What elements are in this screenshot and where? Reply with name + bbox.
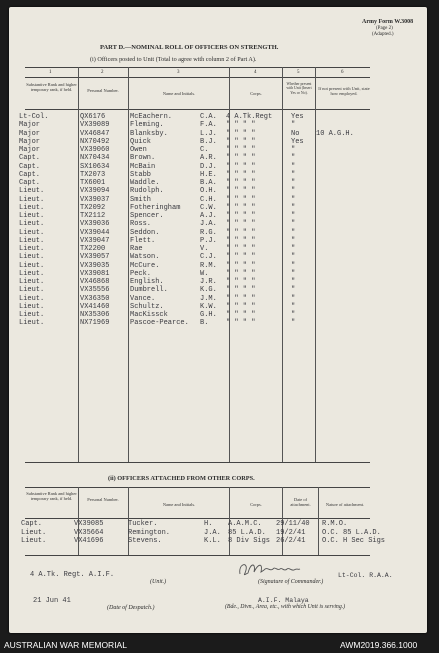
corps-cell: 85 L.A.D. bbox=[228, 529, 266, 537]
number-cell: VX39035 bbox=[80, 262, 110, 270]
present-cell: " bbox=[291, 295, 296, 303]
header-name: Name and Initials. bbox=[162, 502, 196, 507]
number-cell: NX71969 bbox=[80, 319, 110, 327]
col-number: 2 bbox=[101, 70, 104, 75]
name-cell: Owen bbox=[130, 146, 147, 154]
corps-cell: " " " " bbox=[226, 204, 256, 212]
rank-cell: Major bbox=[19, 138, 41, 146]
header-corps: Corps. bbox=[250, 91, 262, 96]
name-cell: Remington. bbox=[128, 529, 171, 537]
rank-cell: Lieut. bbox=[21, 529, 47, 537]
present-cell: " bbox=[291, 154, 296, 162]
number-cell: VX39044 bbox=[80, 229, 110, 237]
initials-cell: H. bbox=[204, 520, 213, 528]
corps-cell: " " " " bbox=[226, 163, 256, 171]
rank-cell: Capt. bbox=[19, 179, 41, 187]
header-corps: Corps. bbox=[250, 502, 262, 507]
initials-cell: B. bbox=[200, 319, 209, 327]
corps-cell: " " " " bbox=[226, 237, 256, 245]
number-cell: TX2073 bbox=[80, 171, 106, 179]
corps-cell: " " " " bbox=[226, 253, 256, 261]
location-label: (Bde., Divn., Area, etc., with which Unit is serving.) bbox=[225, 604, 346, 610]
number-cell: VX41460 bbox=[80, 303, 110, 311]
col-number: 4 bbox=[254, 70, 257, 75]
number-cell: NX35306 bbox=[80, 311, 110, 319]
number-cell: NX70492 bbox=[80, 138, 110, 146]
number-cell: TX6001 bbox=[80, 179, 106, 187]
corps-cell: " " " " bbox=[226, 245, 256, 253]
form-page: (Page 2) bbox=[376, 26, 393, 31]
name-cell: Stabb bbox=[130, 171, 152, 179]
name-cell: Quick bbox=[130, 138, 152, 146]
name-cell: Waddle. bbox=[130, 179, 160, 187]
corps-cell: A.A.M.C. bbox=[228, 520, 262, 528]
number-cell: VX46847 bbox=[80, 130, 110, 138]
corps-cell: " " " " bbox=[226, 311, 256, 319]
present-cell: " bbox=[291, 311, 296, 319]
number-cell: VX41696 bbox=[74, 537, 104, 545]
name-cell: Stevens. bbox=[128, 537, 162, 545]
despatch-date-value: 21 Jun 41 bbox=[33, 597, 71, 605]
number-cell: VX39057 bbox=[80, 253, 110, 261]
initials-cell: V. bbox=[200, 245, 209, 253]
name-cell: McBain bbox=[130, 163, 156, 171]
col-number: 6 bbox=[341, 70, 344, 75]
header-nature: Nature of attachment. bbox=[325, 502, 365, 507]
name-cell: Blanksby. bbox=[130, 130, 168, 138]
present-cell: " bbox=[291, 179, 296, 187]
corps-cell: " " " " bbox=[226, 130, 256, 138]
initials-cell: W. bbox=[200, 270, 209, 278]
rank-cell: Major bbox=[19, 121, 41, 129]
col-number: 1 bbox=[49, 70, 52, 75]
number-cell: NX70434 bbox=[80, 154, 110, 162]
initials-cell: O.H. bbox=[200, 187, 217, 195]
initials-cell: B.J. bbox=[200, 138, 217, 146]
initials-cell: D.J. bbox=[200, 163, 217, 171]
commander-signature bbox=[236, 558, 302, 580]
employed-cell: 10 A.G.H. bbox=[316, 130, 354, 138]
initials-cell: H.E. bbox=[200, 171, 217, 179]
number-cell: TX2112 bbox=[80, 212, 106, 220]
name-cell: Dumbrell. bbox=[130, 286, 168, 294]
initials-cell: J.M. bbox=[200, 295, 217, 303]
rank-cell: Lieut. bbox=[19, 303, 45, 311]
header-employed: If not present with Unit, state how employed. bbox=[318, 86, 370, 97]
rank-cell: Lieut. bbox=[19, 253, 45, 261]
number-cell: VX39047 bbox=[80, 237, 110, 245]
corps-cell: " " " " bbox=[226, 154, 256, 162]
corps-cell: " " " " bbox=[226, 220, 256, 228]
corps-cell: " " " " bbox=[226, 187, 256, 195]
name-cell: Fleming. bbox=[130, 121, 164, 129]
header-present: Whether present with Unit (Insert Yes or No). bbox=[286, 82, 312, 95]
initials-cell: R.M. bbox=[200, 262, 217, 270]
initials-cell: B.A. bbox=[200, 179, 217, 187]
number-cell: SX10634 bbox=[80, 163, 110, 171]
number-cell: VX39036 bbox=[80, 220, 110, 228]
number-cell: VX39094 bbox=[80, 187, 110, 195]
unit-label: (Unit.) bbox=[150, 579, 167, 585]
present-cell: Yes bbox=[291, 138, 304, 146]
corps-cell: 8 Div Sigs bbox=[228, 537, 271, 545]
number-cell: TX2092 bbox=[80, 204, 106, 212]
corps-cell: " " " " bbox=[226, 319, 256, 327]
name-cell: McCure. bbox=[130, 262, 160, 270]
present-cell: Yes bbox=[291, 113, 304, 121]
header-name: Name and Initials. bbox=[162, 91, 196, 96]
corps-cell: " " " " bbox=[226, 295, 256, 303]
col-number: 5 bbox=[297, 70, 300, 75]
rank-cell: Lieut. bbox=[19, 187, 45, 195]
number-cell: TX2200 bbox=[80, 245, 106, 253]
name-cell: Rudolph. bbox=[130, 187, 164, 195]
number-cell: VX46868 bbox=[80, 278, 110, 286]
initials-cell: J.R. bbox=[200, 278, 217, 286]
initials-cell: K.L. bbox=[204, 537, 221, 545]
initials-cell: P.J. bbox=[200, 237, 217, 245]
present-cell: " bbox=[291, 245, 296, 253]
initials-cell: J.A. bbox=[204, 529, 221, 537]
corps-cell: " " " " bbox=[226, 121, 256, 129]
corps-cell: " " " " bbox=[226, 270, 256, 278]
present-cell: " bbox=[291, 303, 296, 311]
initials-cell: K.G. bbox=[200, 286, 217, 294]
corps-cell: " " " " bbox=[226, 278, 256, 286]
name-cell: Rae bbox=[130, 245, 143, 253]
initials-cell: L.J. bbox=[200, 130, 217, 138]
unit-value: 4 A.Tk. Regt. A.I.F. bbox=[30, 571, 115, 579]
rank-cell: Lieut. bbox=[19, 245, 45, 253]
header-date: Date of attachment. bbox=[290, 497, 311, 508]
present-cell: " bbox=[291, 229, 296, 237]
caption-left: AUSTRALIAN WAR MEMORIAL bbox=[4, 640, 127, 650]
rank-cell: Lieut. bbox=[19, 204, 45, 212]
name-cell: Ross. bbox=[130, 220, 152, 228]
despatch-date-label: (Date of Despatch.) bbox=[107, 605, 155, 611]
present-cell: " bbox=[291, 163, 296, 171]
number-cell: VX35556 bbox=[80, 286, 110, 294]
number-cell: VX39089 bbox=[80, 121, 110, 129]
rank-cell: Lieut. bbox=[19, 262, 45, 270]
rank-cell: Major bbox=[19, 130, 41, 138]
name-cell: Flett. bbox=[130, 237, 156, 245]
corps-cell: " " " " bbox=[226, 229, 256, 237]
caption-bar bbox=[0, 638, 439, 653]
present-cell: " bbox=[291, 187, 296, 195]
rank-cell: Lieut. bbox=[19, 319, 45, 327]
initials-cell: C.J. bbox=[200, 253, 217, 261]
name-cell: Fotheringham bbox=[130, 204, 181, 212]
header-number: Personal Number. bbox=[87, 88, 119, 93]
rank-cell: Lieut. bbox=[19, 278, 45, 286]
rank-cell: Lieut. bbox=[19, 229, 45, 237]
initials-cell: C. bbox=[200, 146, 209, 154]
rank-cell: Lieut. bbox=[19, 237, 45, 245]
name-cell: Seddon. bbox=[130, 229, 160, 237]
section-ii-title: (ii) OFFICERS ATTACHED FROM OTHER CORPS. bbox=[108, 475, 255, 482]
initials-cell: G.H. bbox=[200, 311, 217, 319]
number-cell: VX35664 bbox=[74, 529, 104, 537]
location-value: A.I.F. Malaya bbox=[258, 597, 309, 604]
rank-cell: Lieut. bbox=[19, 286, 45, 294]
rank-cell: Capt. bbox=[19, 154, 41, 162]
present-cell: " bbox=[291, 121, 296, 129]
initials-cell: C.A. bbox=[200, 113, 217, 121]
name-cell: Brown. bbox=[130, 154, 156, 162]
corps-cell: " " " " bbox=[226, 179, 256, 187]
nature-cell: O.C. H Sec Sigs bbox=[322, 537, 386, 545]
nature-cell: R.M.O. bbox=[322, 520, 348, 528]
form-adapted: (Adapted.) bbox=[372, 32, 394, 37]
section-i-title: (i) Officers posted to Unit (Total to agree with column 2 of Part A). bbox=[90, 56, 257, 63]
present-cell: " bbox=[291, 262, 296, 270]
caption-right: AWM2019.366.1000 bbox=[340, 640, 418, 650]
rank-cell: Capt. bbox=[19, 171, 41, 179]
part-title: PART D.—NOMINAL ROLL OF OFFICERS ON STRENGTH. bbox=[100, 44, 279, 51]
initials-cell: A.J. bbox=[200, 212, 217, 220]
rank-cell: Lieut. bbox=[19, 212, 45, 220]
date-cell: 26/2/41 bbox=[276, 537, 306, 545]
col-number: 3 bbox=[177, 70, 180, 75]
number-cell: VX39081 bbox=[80, 270, 110, 278]
signature-label: (Signature of Commander.) bbox=[258, 579, 324, 585]
corps-cell: " " " " bbox=[226, 138, 256, 146]
present-cell: " bbox=[291, 253, 296, 261]
corps-cell: 4 A.Tk.Regt bbox=[226, 113, 273, 121]
name-cell: MacKissck bbox=[130, 311, 168, 319]
rank-cell: Lieut. bbox=[19, 220, 45, 228]
rank-cell: Capt. bbox=[19, 163, 41, 171]
corps-cell: " " " " bbox=[226, 286, 256, 294]
header-rank: Substantive Rank and higher temporary rank, if held. bbox=[26, 491, 77, 502]
corps-cell: " " " " bbox=[226, 171, 256, 179]
present-cell: " bbox=[291, 196, 296, 204]
rank-cell: Lieut. bbox=[21, 537, 47, 545]
rank-cell: Lieut. bbox=[19, 270, 45, 278]
rank-cell: Lt-Col. bbox=[19, 113, 49, 121]
present-cell: " bbox=[291, 286, 296, 294]
name-cell: Spencer. bbox=[130, 212, 164, 220]
rank-cell: Capt. bbox=[21, 520, 43, 528]
number-cell: VX39085 bbox=[74, 520, 104, 528]
date-cell: 19/2/41 bbox=[276, 529, 306, 537]
present-cell: " bbox=[291, 319, 296, 327]
rank-cell: Major bbox=[19, 146, 41, 154]
initials-cell: C.W. bbox=[200, 204, 217, 212]
name-cell: Pascoe-Pearce. bbox=[130, 319, 189, 327]
present-cell: " bbox=[291, 220, 296, 228]
initials-cell: F.A. bbox=[200, 121, 217, 129]
present-cell: " bbox=[291, 237, 296, 245]
initials-cell: R.G. bbox=[200, 229, 217, 237]
initials-cell: A.R. bbox=[200, 154, 217, 162]
form-number: Army Form W.3008 bbox=[362, 19, 414, 25]
initials-cell: K.W. bbox=[200, 303, 217, 311]
corps-cell: " " " " bbox=[226, 303, 256, 311]
corps-cell: " " " " bbox=[226, 262, 256, 270]
number-cell: VX36350 bbox=[80, 295, 110, 303]
present-cell: " bbox=[291, 278, 296, 286]
name-cell: English. bbox=[130, 278, 164, 286]
initials-cell: J.A. bbox=[200, 220, 217, 228]
present-cell: No bbox=[291, 130, 300, 138]
commander-rank: Lt-Col. R.A.A. bbox=[338, 572, 393, 579]
present-cell: " bbox=[291, 212, 296, 220]
header-rank: Substantive Rank and higher temporary rank, if held. bbox=[26, 82, 77, 93]
name-cell: Peck. bbox=[130, 270, 152, 278]
rank-cell: Lieut. bbox=[19, 295, 45, 303]
present-cell: " bbox=[291, 171, 296, 179]
corps-cell: " " " " bbox=[226, 212, 256, 220]
date-cell: 29/11/40 bbox=[276, 520, 310, 528]
number-cell: QX6176 bbox=[80, 113, 106, 121]
rank-cell: Lieut. bbox=[19, 311, 45, 319]
name-cell: Smith bbox=[130, 196, 152, 204]
number-cell: VX39060 bbox=[80, 146, 110, 154]
present-cell: " bbox=[291, 146, 296, 154]
name-cell: Schultz. bbox=[130, 303, 164, 311]
name-cell: McEachern. bbox=[130, 113, 173, 121]
corps-cell: " " " " bbox=[226, 146, 256, 154]
nature-cell: O.C. 85 L.A.D. bbox=[322, 529, 381, 537]
name-cell: Vance. bbox=[130, 295, 156, 303]
name-cell: Tucker. bbox=[128, 520, 158, 528]
present-cell: " bbox=[291, 204, 296, 212]
initials-cell: C.H. bbox=[200, 196, 217, 204]
header-number: Personal Number. bbox=[87, 497, 119, 502]
name-cell: Watson. bbox=[130, 253, 160, 261]
number-cell: VX39037 bbox=[80, 196, 110, 204]
rank-cell: Lieut. bbox=[19, 196, 45, 204]
present-cell: " bbox=[291, 270, 296, 278]
corps-cell: " " " " bbox=[226, 196, 256, 204]
